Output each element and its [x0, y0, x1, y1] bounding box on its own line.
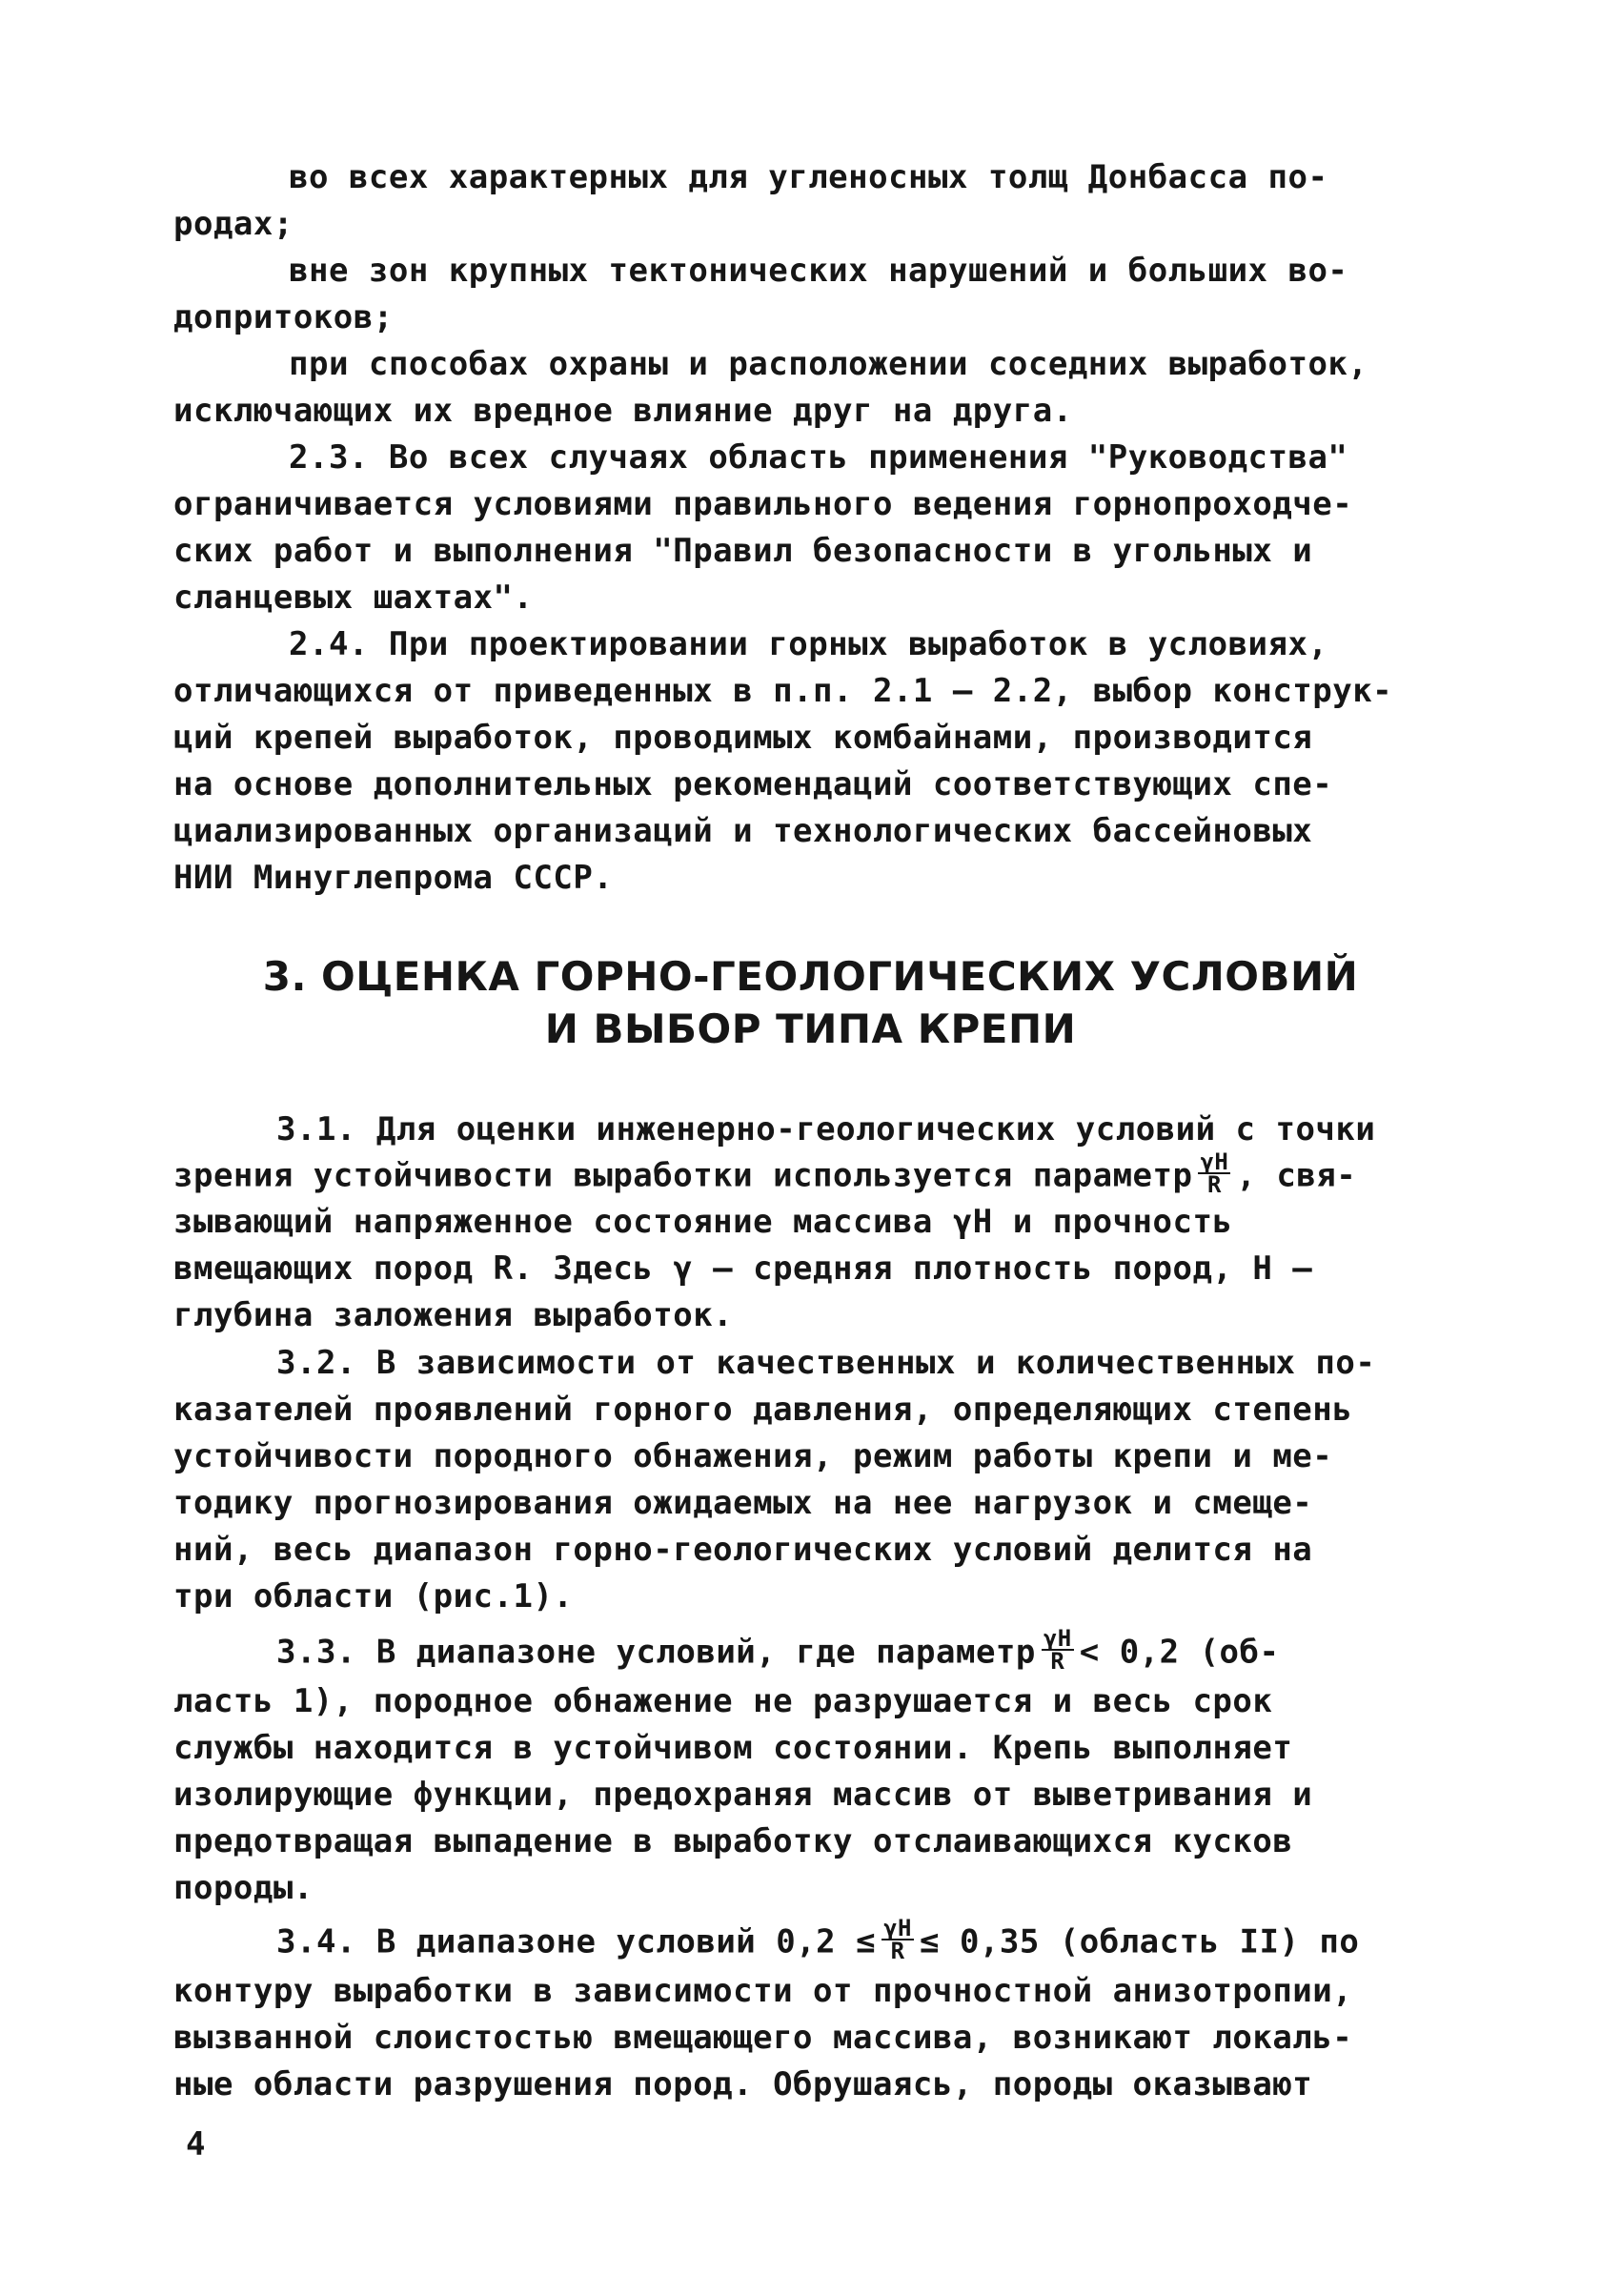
text-line: сланцевых шахтах".: [173, 579, 534, 617]
text-fragment: 3.3. В диапазоне условий, где параметр: [276, 1633, 1036, 1672]
text-line: вмещающих пород R. Здесь γ – средняя плотность пород, H –: [173, 1250, 1313, 1288]
text-line: казателей проявлений горного давления, определяющих степень: [173, 1391, 1353, 1429]
text-line: циализированных организаций и технологических бассейновых: [173, 812, 1313, 850]
text-line-with-formula: [173, 1148, 1357, 1199]
text-line: 3.1. Для оценки инженерно-геологических условий с точки: [276, 1110, 1376, 1148]
text-line: контуру выработки в зависимости от прочностной анизотропии,: [173, 1972, 1353, 2010]
text-line: ских работ и выполнения "Правил безопасности в угольных и: [173, 532, 1313, 570]
fraction-numerator: γH: [1043, 1625, 1072, 1652]
text-line: исключающих их вредное влияние друг на друга.: [173, 392, 1073, 430]
ratio-fraction: [1042, 1625, 1074, 1675]
text-line: на основе дополнительных рекомендаций соответствующих спе-: [173, 765, 1333, 803]
text-line: при способах охраны и расположении соседних выработок,: [289, 345, 1368, 383]
text-line: тодику прогнозирования ожидаемых на нее нагрузок и смеще-: [173, 1484, 1313, 1522]
text-line: 2.4. При проектировании горных выработок в условиях,: [289, 625, 1328, 663]
text-fragment: , свя-: [1236, 1156, 1357, 1195]
text-line: 2.3. Во всех случаях область применения "Руководства": [289, 438, 1348, 477]
text-line: предотвращая выпадение в выработку отслаивающихся кусков: [173, 1822, 1293, 1860]
text-line-with-formula: [276, 1625, 1280, 1676]
text-line: ограничивается условиями правильного ведения горнопроходче-: [173, 485, 1353, 523]
fraction-numerator: γH: [883, 1915, 912, 1941]
section-heading: 3. ОЦЕНКА ГОРНО-ГЕОЛОГИЧЕСКИХ УСЛОВИЙ: [262, 953, 1359, 1000]
text-line: глубина заложения выработок.: [173, 1296, 734, 1334]
fraction-denominator: R: [890, 1938, 905, 1964]
text-fragment: 3.4. В диапазоне условий 0,2 ≤: [276, 1922, 877, 1961]
text-fragment: зрения устойчивости выработки используется параметр: [173, 1156, 1193, 1195]
text-fragment: < 0,2 (об-: [1079, 1633, 1280, 1672]
text-line: вызванной слоистостью вмещающего массива, возникают локаль-: [173, 2019, 1353, 2057]
text-line: допритоков;: [173, 298, 394, 336]
fraction-denominator: R: [1050, 1648, 1065, 1675]
text-line-with-formula: [276, 1915, 1360, 1965]
text-line: зывающий напряженное состояние массива γH и прочность: [173, 1203, 1233, 1241]
text-line: устойчивости породного обнажения, режим работы крепи и ме-: [173, 1437, 1333, 1475]
text-line: вне зон крупных тектонических нарушений и больших во-: [289, 252, 1348, 290]
text-line: породы.: [173, 1869, 314, 1907]
fraction-numerator: γH: [1200, 1148, 1229, 1175]
ratio-fraction: [1198, 1148, 1230, 1198]
text-line: изолирующие функции, предохраняя массив от выветривания и: [173, 1776, 1313, 1814]
text-line: ций крепей выработок, проводимых комбайнами, производится: [173, 719, 1313, 757]
text-line: ний, весь диапазон горно-геологических условий делится на: [173, 1531, 1313, 1569]
text-fragment: ≤ 0,35 (область II) по: [920, 1922, 1360, 1961]
text-line: 3.2. В зависимости от качественных и количественных по-: [276, 1344, 1376, 1382]
ratio-fraction: [881, 1915, 914, 1964]
text-line: отличающихся от приведенных в п.п. 2.1 – 2.2, выбор конструк-: [173, 672, 1393, 710]
text-line: во всех характерных для угленосных толщ Донбасса по-: [289, 158, 1328, 196]
section-heading-line2: И ВЫБОР ТИПА КРЕПИ: [544, 1006, 1077, 1052]
text-line: родах;: [173, 205, 294, 243]
fraction-denominator: R: [1206, 1171, 1222, 1198]
page-number: 4: [186, 2125, 206, 2164]
text-line: ные области разрушения пород. Обрушаясь, породы оказывают: [173, 2065, 1313, 2103]
text-line: службы находится в устойчивом состоянии. Крепь выполняет: [173, 1729, 1293, 1767]
text-line: ласть 1), породное обнажение не разрушается и весь срок: [173, 1682, 1273, 1720]
text-line: три области (рис.1).: [173, 1577, 574, 1615]
text-line: НИИ Минуглепрома СССР.: [173, 859, 614, 897]
